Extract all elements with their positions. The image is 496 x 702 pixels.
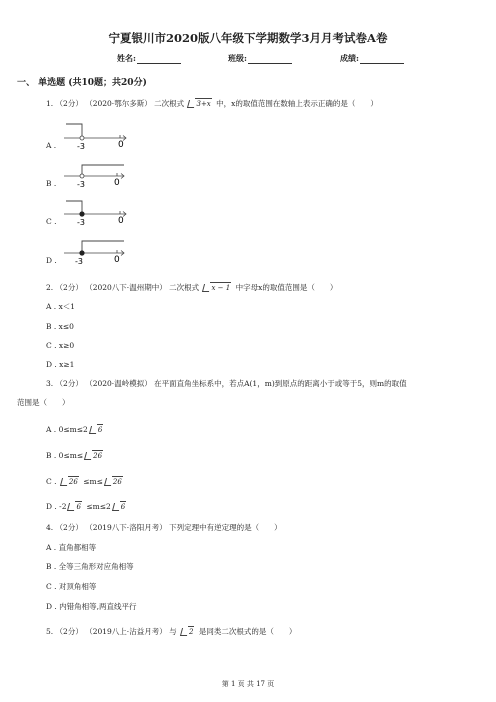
- option-text: ≤m≤: [83, 477, 103, 486]
- number-line-c: [62, 196, 132, 230]
- question-1: [46, 98, 378, 109]
- score-label: 成绩:: [340, 53, 359, 63]
- option-d: [46, 360, 74, 370]
- option-label: B .: [46, 322, 57, 331]
- question-text: 在平面直角坐标系中，若点A(1，m)到原点的距离小于或等于5，则m的取值: [154, 379, 407, 388]
- question-4: [46, 523, 282, 533]
- option-text: 内错角相等,两直线平行: [59, 602, 137, 611]
- name-blank: [137, 55, 181, 64]
- class-field: [228, 53, 292, 64]
- option-text: x≥0: [58, 341, 75, 350]
- question-text: 中字母x的取值范围是（ ）: [235, 283, 338, 292]
- name-field: [117, 53, 181, 64]
- radicand: 3+x: [196, 100, 211, 108]
- class-blank: [248, 55, 292, 64]
- question-text: 下列定理中有逆定理的是（ ）: [169, 523, 282, 532]
- question-source: （2019八上·沾益月考）: [85, 627, 167, 636]
- question-score: （2分）: [55, 523, 83, 532]
- radical-expression: [181, 626, 194, 637]
- option-a: [46, 302, 75, 312]
- option-label: C .: [46, 341, 57, 350]
- section-title: 一、 单选题 (共10题；共20分): [17, 78, 147, 88]
- option-label: D .: [46, 502, 57, 511]
- option-label: D .: [46, 360, 57, 369]
- page-title: 宁夏银川市2020版八年级下学期数学3月月考试卷A卷: [108, 31, 388, 45]
- radicand: 26: [112, 478, 122, 486]
- option-label: D .: [46, 602, 57, 611]
- number-line-d: [62, 236, 132, 268]
- question-number: 4.: [46, 523, 54, 532]
- option-label: B .: [46, 179, 57, 188]
- question-number: 5.: [46, 627, 54, 636]
- option-c: [46, 476, 125, 487]
- question-source: （2020·温岭模拟）: [85, 379, 152, 388]
- option-text: 0≤m≤2: [58, 425, 88, 434]
- option-label: A .: [46, 543, 57, 552]
- question-score: （2分）: [55, 379, 83, 388]
- radical-expression: [90, 424, 103, 435]
- question-number: 2.: [46, 283, 54, 292]
- option-label: A .: [46, 425, 57, 434]
- tick-label: 0: [114, 255, 120, 265]
- question-score: （2分）: [55, 627, 83, 636]
- radicand: 26: [68, 478, 78, 486]
- radicand: x − 1: [211, 284, 231, 292]
- tick-label: -3: [77, 218, 85, 227]
- radical-expression: [113, 501, 126, 512]
- option-text: ≤m≤2: [86, 502, 111, 511]
- question-source: （2019八下·洛阳月考）: [85, 523, 167, 532]
- option-d: [46, 501, 128, 512]
- radical-expression: [188, 98, 211, 109]
- option-text: 对顶角相等: [58, 582, 97, 591]
- option-text: x≥1: [59, 360, 75, 369]
- option-label: C .: [46, 582, 57, 591]
- option-label: B .: [46, 562, 57, 571]
- score-field: [340, 53, 404, 64]
- question-score: （2分）: [55, 283, 83, 292]
- option-a: [46, 424, 105, 435]
- tick-label: -3: [75, 257, 83, 266]
- number-line-a: [62, 118, 132, 152]
- question-text: 二次根式: [169, 283, 200, 292]
- question-3: [46, 379, 407, 389]
- option-label: C .: [46, 477, 57, 486]
- question-text: 是同类二次根式的是（ ）: [198, 627, 297, 636]
- question-score: （2分）: [55, 99, 83, 108]
- score-blank: [360, 55, 404, 64]
- option-label: C .: [46, 217, 57, 226]
- option-a: [46, 543, 96, 553]
- option-text: 全等三角形对应角相等: [58, 562, 134, 571]
- option-b: [46, 322, 74, 332]
- option-c: [46, 582, 96, 592]
- question-text: 二次根式: [154, 99, 185, 108]
- option-d: [46, 602, 137, 612]
- radical-expression: [105, 476, 123, 487]
- option-label: B .: [46, 451, 57, 460]
- name-label: 姓名:: [117, 53, 136, 63]
- radicand: 6: [120, 503, 126, 511]
- number-line-b: [62, 160, 132, 190]
- option-b: [46, 562, 134, 572]
- question-source: （2020八下·温州期中）: [85, 283, 167, 292]
- tick-label: -3: [77, 142, 85, 151]
- page-footer: 第 1 页 共 17 页: [221, 680, 275, 688]
- radicand: 6: [97, 426, 103, 434]
- question-number: 1.: [46, 99, 54, 108]
- question-2: [46, 282, 337, 293]
- radical-expression: [68, 501, 81, 512]
- option-text: x≤0: [58, 322, 74, 331]
- tick-label: -3: [77, 180, 85, 189]
- class-label: 班级:: [228, 53, 247, 63]
- option-text: 0≤m≤: [58, 451, 84, 460]
- radical-expression: [85, 450, 103, 461]
- question-3-continued: 范围是（ ）: [17, 398, 70, 407]
- option-label: A .: [46, 141, 57, 150]
- radicand: 6: [76, 503, 81, 511]
- tick-label: 0: [114, 178, 120, 188]
- question-text: 与: [169, 627, 177, 636]
- option-c: [46, 341, 74, 351]
- option-b: [46, 450, 105, 461]
- radical-expression: [203, 282, 231, 293]
- tick-label: 0: [118, 140, 124, 150]
- question-text: 中，x的取值范围在数轴上表示正确的是（ ）: [216, 99, 378, 108]
- option-label: D .: [46, 256, 57, 265]
- radical-expression: [61, 476, 79, 487]
- option-label: A .: [46, 302, 57, 311]
- option-text: x＜1: [58, 302, 76, 311]
- radicand: 2: [188, 628, 194, 636]
- question-number: 3.: [46, 379, 54, 388]
- option-text: 直角都相等: [58, 543, 97, 552]
- option-text: -2: [59, 502, 67, 511]
- question-source: （2020·鄂尔多斯）: [85, 99, 152, 108]
- radicand: 26: [93, 452, 103, 460]
- tick-label: 0: [118, 216, 124, 226]
- question-5: [46, 626, 296, 637]
